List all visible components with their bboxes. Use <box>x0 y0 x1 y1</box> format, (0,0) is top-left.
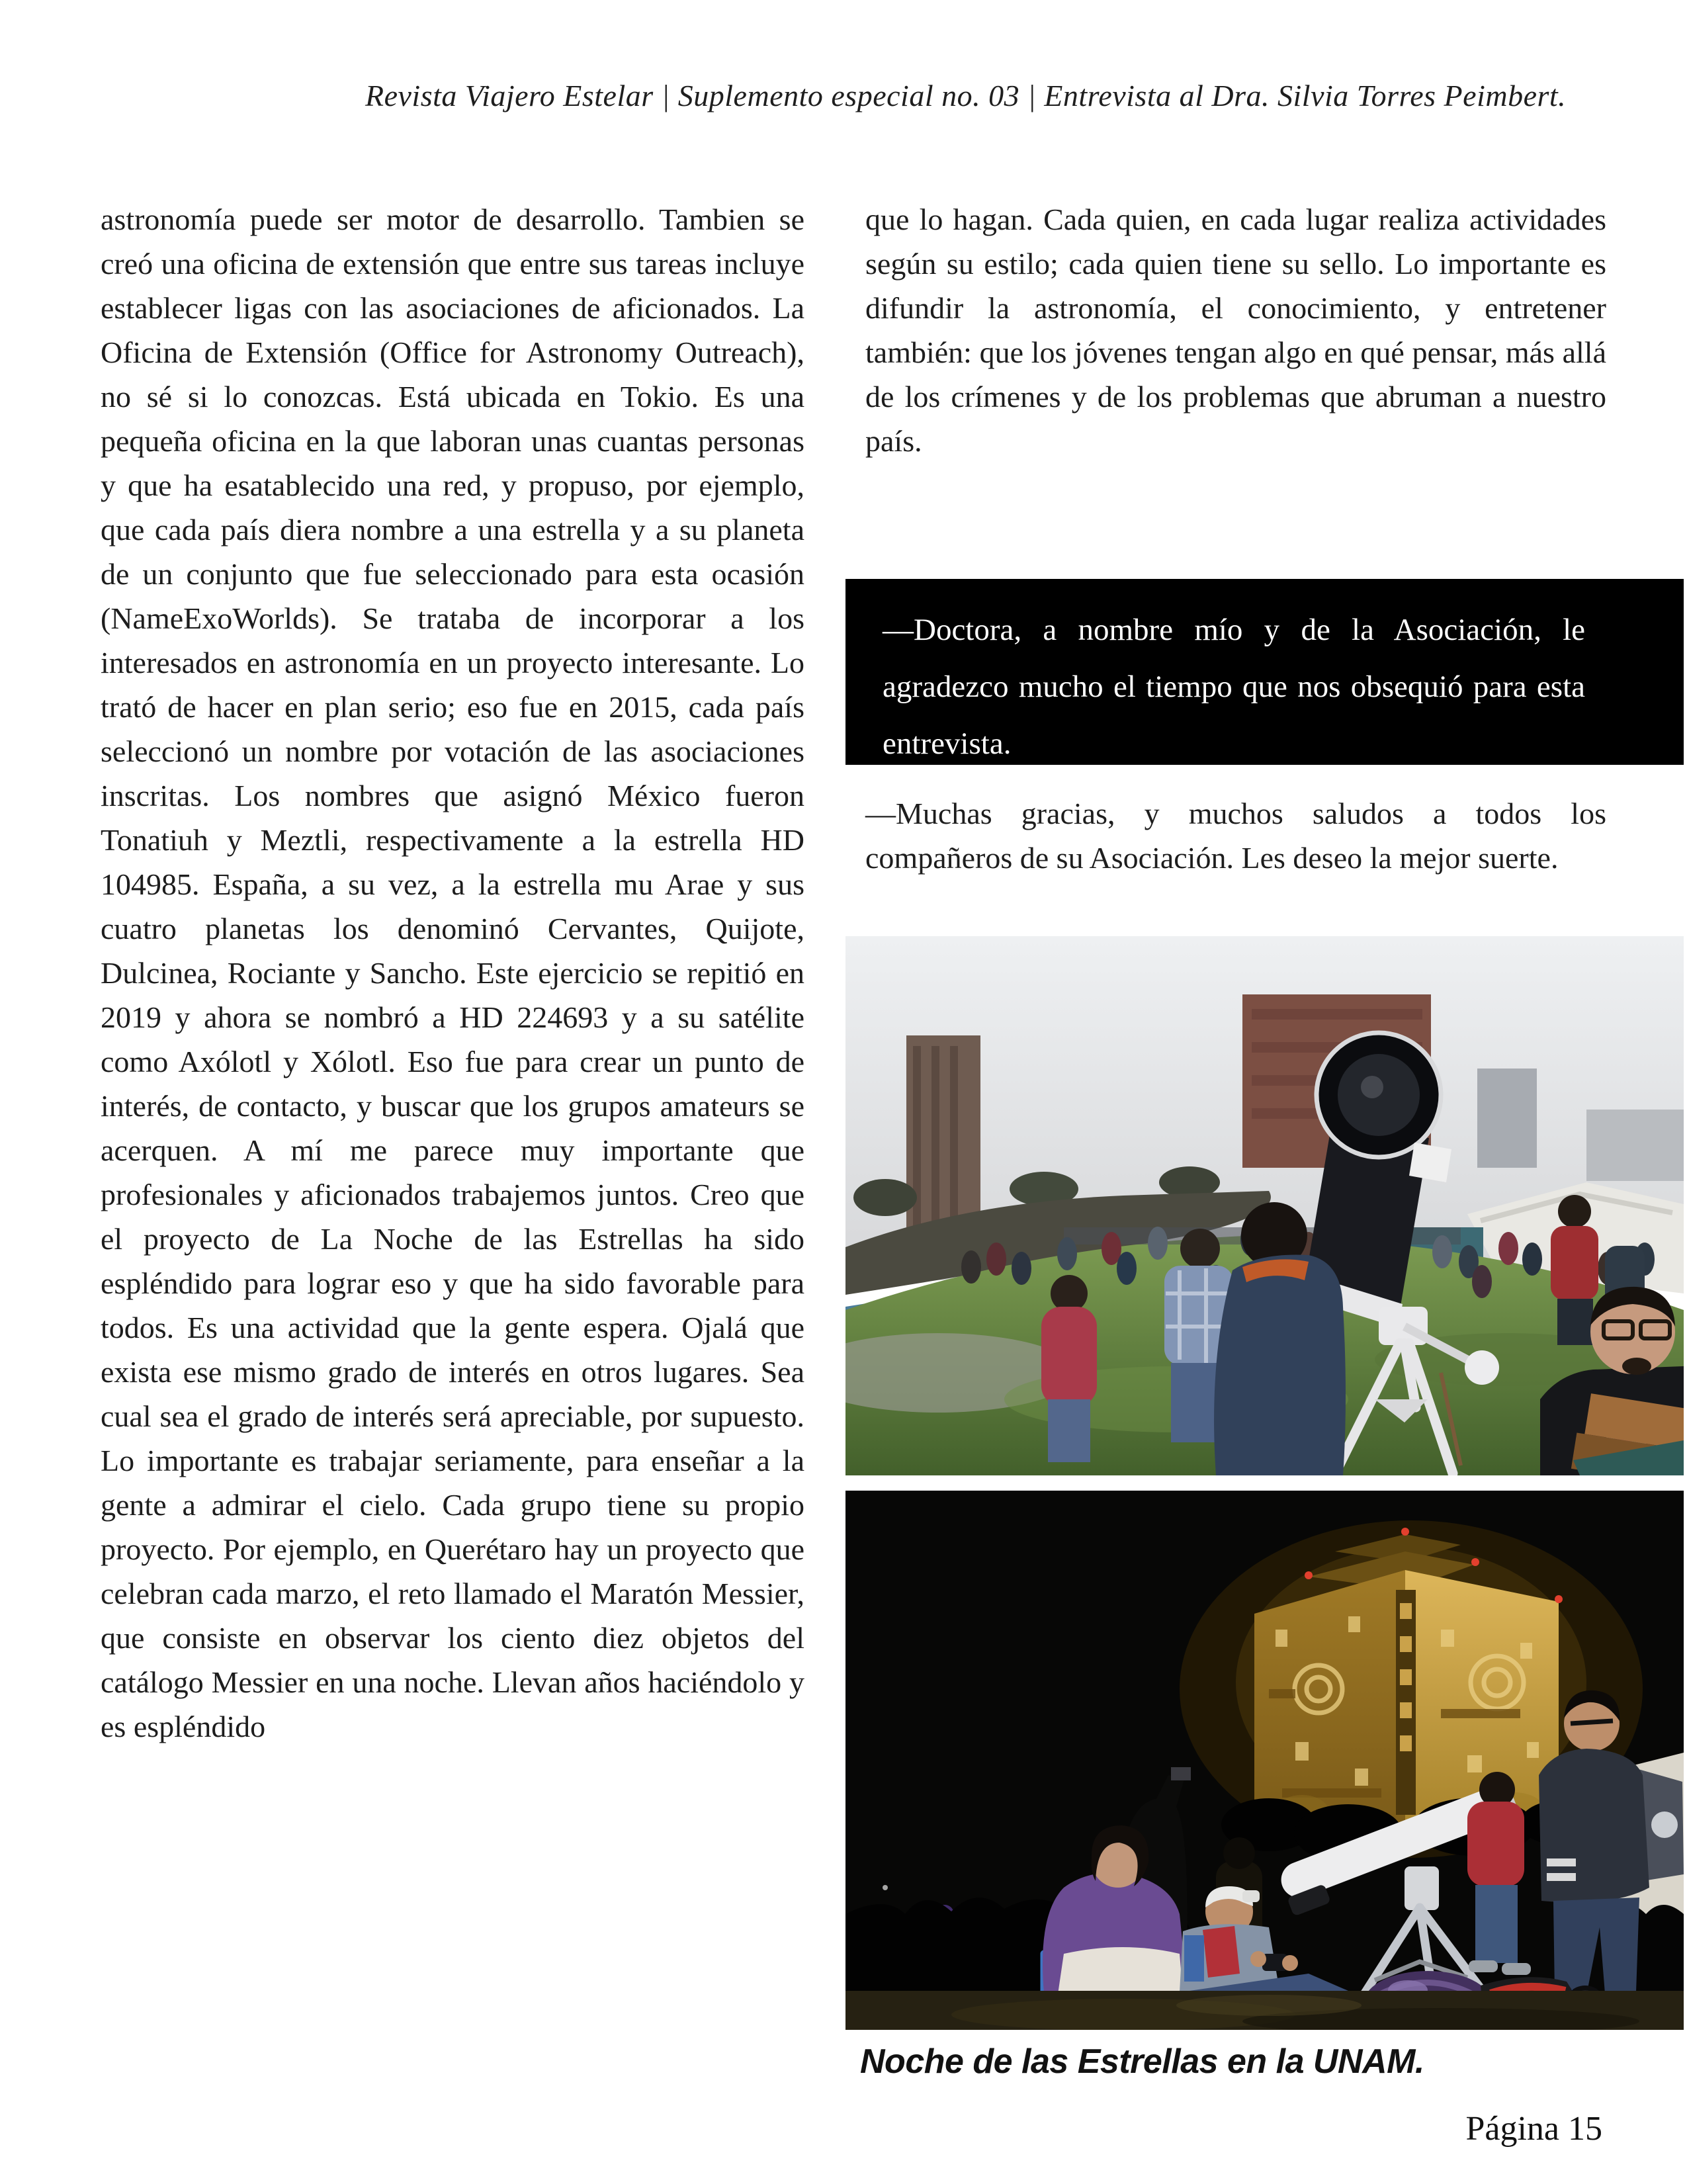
interviewer-question-text: —Doctora, a nombre mío y de la Asociación, le agradezco mucho el tiempo que nos obsequió para esta entrevista. <box>883 613 1585 761</box>
photo-day-star-party <box>845 936 1684 1475</box>
left-column-paragraph: astronomía puede ser motor de desarrollo. Tambien se creó una oficina de extensión que entre sus tareas incluye establecer ligas con las asociaciones de aficionados. La Oficina de Extensión (Office for Astronomy Outreach), no sé si lo conozcas. Está ubicada en Tokio. Es una pequeña oficina en la que laboran unas cuantas personas y que ha esatablecido una red, y propuso, por ejemplo, que cada país diera nombre a una estrella y a su planeta de un conjunto que fue seleccionado para esta ocasión (NameExoWorlds). Se trataba de incorporar a los interesados en astronomía en un proyecto interesante. Lo trató de hacer en plan serio; eso fue en 2015, cada país seleccionó un nombre por votación de las asociaciones inscritas. Los nombres que asignó México fueron Tonatiuh y Meztli, respectivamente a la estrella HD 104985. España, a su vez, a la estrella mu Arae y sus cuatro planetas los denominó Cervantes, Quijote, Dulcinea, Rociante y Sancho. Este ejercicio se repitió en 2019 y ahora se nombró a HD 224693 y a su satélite como Axólotl y Xólotl. Eso fue para crear un punto de interés, de contacto, y buscar que los grupos amateurs se acerquen. A mí me parece muy importante que profesionales y aficionados trabajemos juntos. Creo que el proyecto de La Noche de las Estrellas ha sido espléndido para lograr eso y que ha sido favorable para todos. Es una actividad que la gente espera. Ojalá que exista ese mismo grado de interés en otros lugares. Sea cual sea el grado de interés será apreciable, por supuesto. Lo importante es trabajar seriamente, para enseñar a la gente a admirar el cielo. Cada grupo tiene su propio proyecto. Por ejemplo, en Querétaro hay un proyecto que celebran cada marzo, el reto llamado el Maratón Messier, que consiste en observar los ciento diez objetos del catálogo Messier en una noche. Llevan años haciéndolo y es espléndido <box>101 202 804 1743</box>
page-number: Página 15 <box>1465 2110 1602 2148</box>
answer-paragraph: —Muchas gracias, y muchos saludos a todos los compañeros de su Asociación. Les deseo la mejor suerte. <box>865 797 1606 875</box>
photo-day-star-party-illustration <box>845 936 1684 1475</box>
photo-caption: Noche de las Estrellas en la UNAM. <box>860 2042 1424 2081</box>
photo-night-unam <box>845 1491 1684 2030</box>
dry-grass <box>845 1991 1684 2030</box>
right-column-paragraph-top: que lo hagan. Cada quien, en cada lugar realiza actividades según su estilo; cada quien tiene su sello. Lo importante es difundir la astronomía, el conocimiento, y entretener también: que los jóvenes tengan algo en qué pensar, más allá de los crímenes y de los problemas que abruman a nuestro país. <box>865 202 1606 458</box>
interviewer-question-box <box>845 579 1684 765</box>
page-header: Revista Viajero Estelar | Suplemento especial no. 03 | Entrevista al Dra. Silvia Torres Peimbert. <box>365 79 1567 112</box>
photo-night-unam-illustration <box>845 1491 1684 2030</box>
